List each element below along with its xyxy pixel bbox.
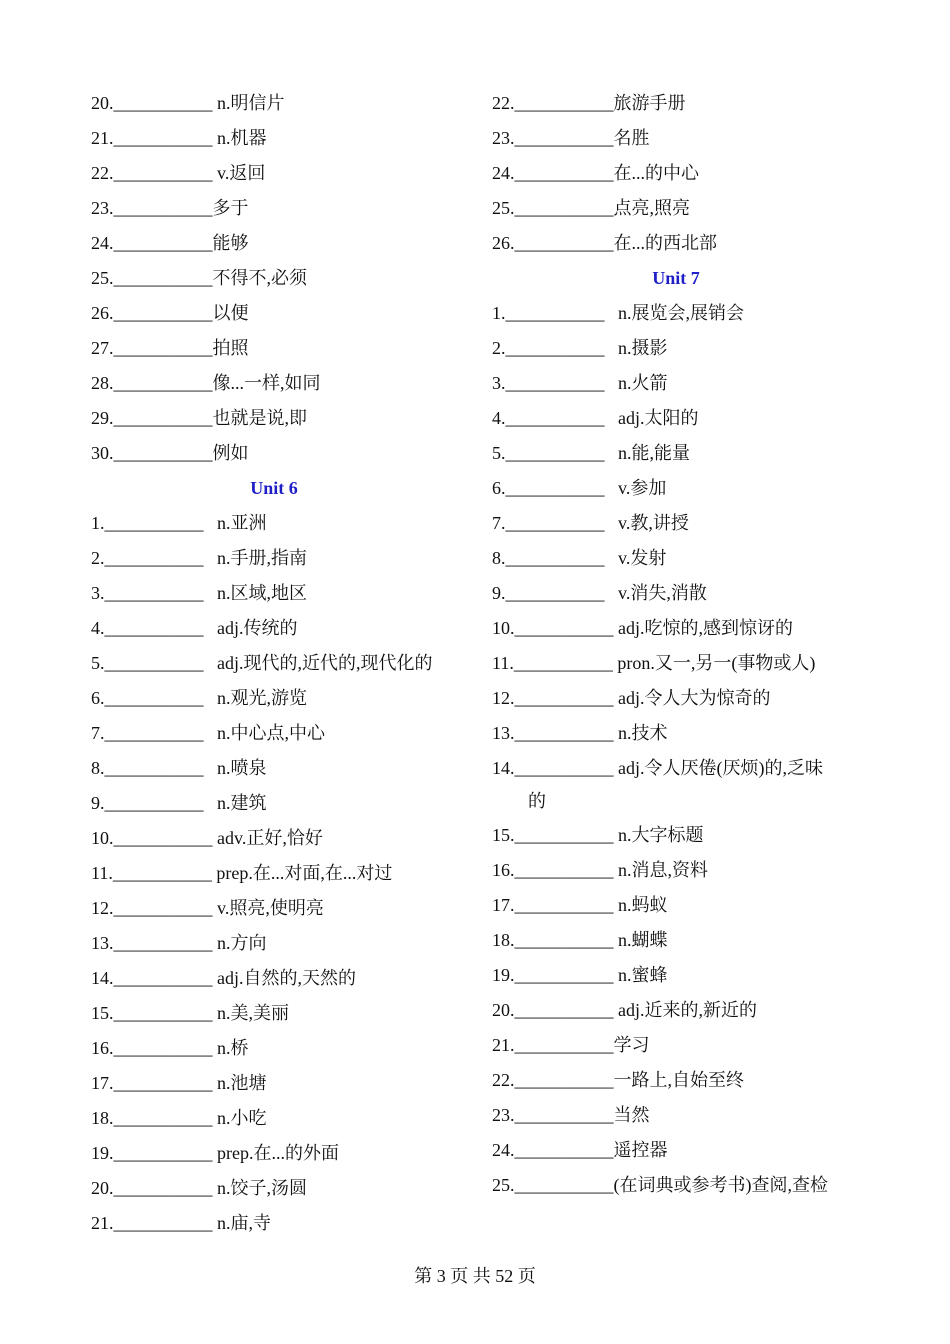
vocab-item: [91, 541, 471, 576]
vocab-item: [91, 926, 471, 961]
vocab-item: [91, 1206, 471, 1241]
vocab-item: [492, 296, 882, 331]
item-number: 18.: [492, 930, 515, 950]
answer-blank[interactable]: ___________: [113, 303, 213, 323]
item-definition: v.参加: [604, 478, 667, 498]
vocab-item: [91, 751, 471, 786]
answer-blank[interactable]: ___________: [505, 478, 605, 498]
answer-blank[interactable]: ___________: [514, 93, 614, 113]
item-definition: adj.令人大为惊奇的: [613, 688, 771, 708]
vocab-item: [91, 156, 471, 191]
item-definition: pron.又一,另一(事物或人): [612, 653, 816, 673]
vocab-item: [492, 541, 882, 576]
answer-blank[interactable]: ___________: [514, 1140, 614, 1160]
answer-blank[interactable]: ___________: [113, 233, 213, 253]
vocab-item: [91, 296, 471, 331]
vocab-item: [492, 1098, 882, 1133]
answer-blank[interactable]: ___________: [104, 653, 204, 673]
item-number: 24.: [492, 163, 515, 183]
vocab-item: [492, 751, 882, 786]
item-definition: n.建筑: [203, 793, 267, 813]
item-number: 23.: [492, 1105, 515, 1125]
vocab-item: [91, 121, 471, 156]
item-number: 19.: [492, 965, 515, 985]
vocab-item: [91, 1031, 471, 1066]
item-definition: 能够: [212, 233, 249, 253]
item-definition: 例如: [212, 443, 249, 463]
item-number: 22.: [492, 1070, 515, 1090]
item-number: 21.: [91, 1213, 114, 1233]
left-column: [91, 86, 471, 1241]
vocab-item: [492, 506, 882, 541]
item-definition: 旅游手册: [613, 93, 686, 113]
item-definition: n.机器: [212, 128, 267, 148]
item-definition: n.能,能量: [604, 443, 690, 463]
answer-blank[interactable]: ___________: [505, 338, 605, 358]
item-definition: 点亮,照亮: [613, 198, 690, 218]
item-definition: (在词典或参考书)查阅,查检: [613, 1175, 828, 1195]
item-number: 4.: [91, 618, 105, 638]
answer-blank[interactable]: ___________: [113, 338, 213, 358]
item-definition: n.美,美丽: [212, 1003, 289, 1023]
item-definition: adj.太阳的: [604, 408, 699, 428]
vocab-item: [91, 786, 471, 821]
item-definition: adj.传统的: [203, 618, 298, 638]
item-definition: n.明信片: [212, 93, 285, 113]
answer-blank[interactable]: ___________: [514, 618, 614, 638]
vocab-item: [91, 261, 471, 296]
vocab-item: [492, 366, 882, 401]
item-number: 13.: [492, 723, 515, 743]
answer-blank[interactable]: ___________: [514, 1175, 614, 1195]
item-definition: 不得不,必须: [212, 268, 307, 288]
vocab-item: [492, 993, 882, 1028]
vocab-item: [492, 471, 882, 506]
vocab-item: [492, 958, 882, 993]
item-number: 14.: [91, 968, 114, 988]
item-definition: n.观光,游览: [203, 688, 307, 708]
vocab-item: [91, 576, 471, 611]
item-definition: n.展览会,展销会: [604, 303, 744, 323]
unit-heading: Unit 7: [652, 268, 700, 288]
answer-blank[interactable]: ___________: [104, 793, 204, 813]
vocab-item: [492, 1028, 882, 1063]
answer-blank[interactable]: ___________: [113, 1213, 213, 1233]
vocab-item: [492, 646, 882, 681]
item-number: 10.: [492, 618, 515, 638]
item-definition: v.教,讲授: [604, 513, 689, 533]
item-number: 6.: [492, 478, 506, 498]
answer-blank[interactable]: ___________: [113, 828, 213, 848]
item-number: 5.: [492, 443, 506, 463]
item-definition: 拍照: [212, 338, 249, 358]
item-number: 8.: [492, 548, 506, 568]
item-number: 3.: [91, 583, 105, 603]
item-definition: 名胜: [613, 128, 650, 148]
vocab-item: [91, 961, 471, 996]
item-definition: n.池塘: [212, 1073, 267, 1093]
item-number: 21.: [492, 1035, 515, 1055]
answer-blank[interactable]: ___________: [104, 583, 204, 603]
item-definition: n.火箭: [604, 373, 668, 393]
item-definition: v.消失,消散: [604, 583, 707, 603]
vocab-item: [492, 923, 882, 958]
answer-blank[interactable]: ___________: [104, 758, 204, 778]
item-definition: n.小吃: [212, 1108, 267, 1128]
vocab-item: [492, 121, 882, 156]
vocab-item: [91, 1101, 471, 1136]
unit-heading: Unit 6: [250, 478, 298, 498]
item-definition: n.庙,寺: [212, 1213, 271, 1233]
answer-blank[interactable]: ___________: [113, 408, 213, 428]
vocab-item: [492, 401, 882, 436]
answer-blank[interactable]: ___________: [514, 688, 614, 708]
answer-blank[interactable]: ___________: [505, 443, 605, 463]
item-number: 8.: [91, 758, 105, 778]
item-number: 17.: [492, 895, 515, 915]
vocab-item: [492, 681, 882, 716]
item-number: 19.: [91, 1143, 114, 1163]
vocab-item: [492, 191, 882, 226]
vocab-item: [492, 576, 882, 611]
item-number: 26.: [492, 233, 515, 253]
item-definition: v.照亮,使明亮: [212, 898, 324, 918]
item-number: 17.: [91, 1073, 114, 1093]
item-number: 2.: [492, 338, 506, 358]
definition-continuation: 的: [528, 791, 546, 811]
vocab-item: [492, 1168, 882, 1203]
item-number: 21.: [91, 128, 114, 148]
item-number: 2.: [91, 548, 105, 568]
vocab-item: [91, 1136, 471, 1171]
answer-blank[interactable]: ___________: [514, 198, 614, 218]
answer-blank[interactable]: ___________: [113, 1073, 213, 1093]
vocab-item: [492, 1133, 882, 1168]
item-number: 20.: [91, 1178, 114, 1198]
item-number: 7.: [91, 723, 105, 743]
answer-blank[interactable]: ___________: [514, 163, 614, 183]
answer-blank[interactable]: ___________: [513, 653, 613, 673]
item-number: 24.: [492, 1140, 515, 1160]
answer-blank[interactable]: ___________: [104, 618, 204, 638]
answer-blank[interactable]: ___________: [104, 548, 204, 568]
answer-blank[interactable]: ___________: [514, 723, 614, 743]
answer-blank[interactable]: ___________: [514, 825, 614, 845]
answer-blank[interactable]: ___________: [113, 968, 213, 988]
vocab-item: [492, 436, 882, 471]
item-number: 12.: [91, 898, 114, 918]
item-definition: n.桥: [212, 1038, 249, 1058]
vocab-item: [91, 856, 471, 891]
item-number: 25.: [492, 198, 515, 218]
item-definition: adj.自然的,天然的: [212, 968, 356, 988]
item-number: 7.: [492, 513, 506, 533]
item-definition: n.技术: [613, 723, 668, 743]
item-definition: adj.令人厌倦(厌烦)的,乏味: [613, 758, 823, 778]
vocab-item: [492, 818, 882, 853]
answer-blank[interactable]: ___________: [113, 128, 213, 148]
item-number: 4.: [492, 408, 506, 428]
answer-blank[interactable]: ___________: [514, 1000, 614, 1020]
answer-blank[interactable]: ___________: [113, 1143, 213, 1163]
item-definition: adj.现代的,近代的,现代化的: [203, 653, 433, 673]
vocab-item: [91, 996, 471, 1031]
item-definition: n.大字标题: [613, 825, 704, 845]
answer-blank[interactable]: ___________: [514, 1070, 614, 1090]
answer-blank[interactable]: ___________: [505, 373, 605, 393]
item-number: 29.: [91, 408, 114, 428]
vocab-item: [91, 86, 471, 121]
item-definition: n.摄影: [604, 338, 668, 358]
answer-blank[interactable]: ___________: [112, 863, 212, 883]
item-definition: 也就是说,即: [212, 408, 307, 428]
item-definition: n.手册,指南: [203, 548, 307, 568]
answer-blank[interactable]: ___________: [113, 1003, 213, 1023]
vocab-item: [492, 226, 882, 261]
answer-blank[interactable]: ___________: [514, 128, 614, 148]
vocab-item: [91, 366, 471, 401]
item-number: 15.: [91, 1003, 114, 1023]
answer-blank[interactable]: ___________: [514, 758, 614, 778]
item-definition: 遥控器: [613, 1140, 668, 1160]
item-definition: n.区域,地区: [203, 583, 307, 603]
answer-blank[interactable]: ___________: [113, 268, 213, 288]
item-number: 25.: [91, 268, 114, 288]
item-number: 13.: [91, 933, 114, 953]
vocab-item: [91, 1066, 471, 1101]
item-number: 23.: [492, 128, 515, 148]
item-definition: v.返回: [212, 163, 266, 183]
vocab-item: [91, 646, 471, 681]
item-number: 20.: [91, 93, 114, 113]
item-definition: prep.在...的外面: [212, 1143, 339, 1163]
item-definition: 在...的中心: [613, 163, 699, 183]
vocab-item: [492, 888, 882, 923]
item-number: 30.: [91, 443, 114, 463]
answer-blank[interactable]: ___________: [113, 1108, 213, 1128]
item-number: 11.: [492, 653, 514, 673]
item-number: 22.: [492, 93, 515, 113]
item-number: 23.: [91, 198, 114, 218]
item-number: 18.: [91, 1108, 114, 1128]
item-definition: adv.正好,恰好: [212, 828, 323, 848]
item-number: 9.: [492, 583, 506, 603]
vocab-item: [492, 86, 882, 121]
answer-blank[interactable]: ___________: [104, 688, 204, 708]
item-number: 26.: [91, 303, 114, 323]
answer-blank[interactable]: ___________: [113, 933, 213, 953]
vocab-item: [91, 1171, 471, 1206]
vocab-item: [492, 1063, 882, 1098]
item-definition: n.中心点,中心: [203, 723, 325, 743]
vocab-item: [91, 821, 471, 856]
item-definition: 多于: [212, 198, 249, 218]
answer-blank[interactable]: ___________: [113, 373, 213, 393]
item-number: 24.: [91, 233, 114, 253]
item-definition: n.蜜蜂: [613, 965, 668, 985]
answer-blank[interactable]: ___________: [113, 1038, 213, 1058]
item-number: 16.: [492, 860, 515, 880]
item-definition: 像...一样,如同: [212, 373, 321, 393]
item-number: 16.: [91, 1038, 114, 1058]
item-definition: n.蝴蝶: [613, 930, 668, 950]
vocab-item: [91, 506, 471, 541]
item-number: 14.: [492, 758, 515, 778]
vocab-item: [492, 156, 882, 191]
answer-blank[interactable]: ___________: [113, 898, 213, 918]
vocab-item: [91, 331, 471, 366]
item-number: 12.: [492, 688, 515, 708]
answer-blank[interactable]: ___________: [514, 233, 614, 253]
answer-blank[interactable]: ___________: [505, 513, 605, 533]
item-definition: adj.吃惊的,感到惊讶的: [613, 618, 793, 638]
item-number: 25.: [492, 1175, 515, 1195]
vocab-item: [91, 191, 471, 226]
item-definition: n.蚂蚁: [613, 895, 668, 915]
answer-blank[interactable]: ___________: [113, 1178, 213, 1198]
item-number: 10.: [91, 828, 114, 848]
answer-blank[interactable]: ___________: [505, 408, 605, 428]
vocab-item: [91, 891, 471, 926]
vocab-item: [492, 716, 882, 751]
item-definition: v.发射: [604, 548, 667, 568]
answer-blank[interactable]: ___________: [104, 723, 204, 743]
item-number: 22.: [91, 163, 114, 183]
answer-blank[interactable]: ___________: [514, 860, 614, 880]
answer-blank[interactable]: ___________: [113, 93, 213, 113]
item-definition: n.亚洲: [203, 513, 267, 533]
answer-blank[interactable]: ___________: [514, 1035, 614, 1055]
item-definition: 以便: [212, 303, 249, 323]
item-number: 3.: [492, 373, 506, 393]
answer-blank[interactable]: ___________: [505, 548, 605, 568]
vocab-item: [492, 331, 882, 366]
answer-blank[interactable]: ___________: [514, 965, 614, 985]
item-definition: n.喷泉: [203, 758, 267, 778]
vocab-item: [492, 853, 882, 888]
item-definition: 当然: [613, 1105, 650, 1125]
right-column: [492, 86, 882, 1203]
item-number: 9.: [91, 793, 105, 813]
answer-blank[interactable]: ___________: [113, 163, 213, 183]
item-number: 11.: [91, 863, 113, 883]
item-definition: 在...的西北部: [613, 233, 717, 253]
item-definition: prep.在...对面,在...对过: [211, 863, 393, 883]
vocab-item: [91, 401, 471, 436]
vocab-item: [91, 611, 471, 646]
answer-blank[interactable]: ___________: [505, 583, 605, 603]
vocab-item: [91, 226, 471, 261]
item-number: 5.: [91, 653, 105, 673]
item-number: 15.: [492, 825, 515, 845]
answer-blank[interactable]: ___________: [113, 443, 213, 463]
item-number: 6.: [91, 688, 105, 708]
item-number: 1.: [492, 303, 506, 323]
item-number: 1.: [91, 513, 105, 533]
vocab-item: [91, 716, 471, 751]
answer-blank[interactable]: ___________: [505, 303, 605, 323]
vocab-item: [91, 436, 471, 471]
answer-blank[interactable]: ___________: [104, 513, 204, 533]
page-footer: 第 3 页 共 52 页: [414, 1266, 536, 1286]
item-number: 20.: [492, 1000, 515, 1020]
vocab-item: [91, 681, 471, 716]
answer-blank[interactable]: ___________: [514, 930, 614, 950]
answer-blank[interactable]: ___________: [113, 198, 213, 218]
item-definition: n.饺子,汤圆: [212, 1178, 307, 1198]
item-definition: 一路上,自始至终: [613, 1070, 744, 1090]
item-definition: n.方向: [212, 933, 267, 953]
answer-blank[interactable]: ___________: [514, 1105, 614, 1125]
vocab-item: [492, 611, 882, 646]
item-number: 27.: [91, 338, 114, 358]
item-definition: n.消息,资料: [613, 860, 708, 880]
item-definition: adj.近来的,新近的: [613, 1000, 757, 1020]
answer-blank[interactable]: ___________: [514, 895, 614, 915]
item-definition: 学习: [613, 1035, 650, 1055]
item-number: 28.: [91, 373, 114, 393]
